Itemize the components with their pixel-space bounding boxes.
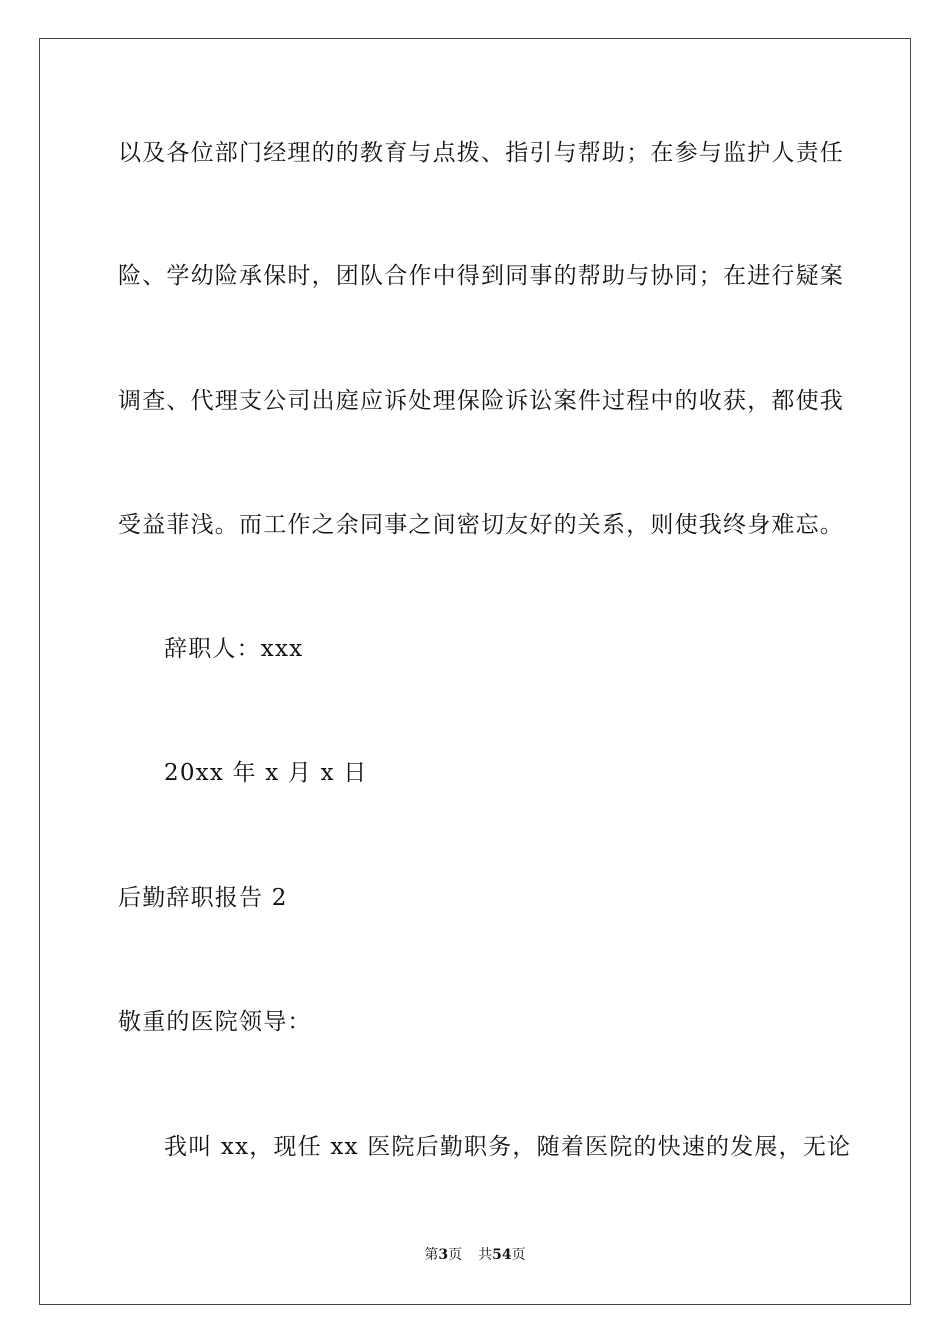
page-suffix: 页 [448, 1247, 463, 1263]
section-heading: 后勤辞职报告 2 [118, 885, 288, 911]
page-number: 3 [438, 1247, 449, 1263]
page-prefix: 第 [424, 1247, 439, 1263]
date-line: 20xx 年 x 月 x 日 [164, 760, 368, 786]
total-suffix: 页 [511, 1247, 526, 1263]
salutation-line: 敬重的医院领导： [118, 1009, 312, 1035]
body-line-3: 调查、代理支公司出庭应诉处理保险诉讼案件过程中的收获，都使我 [118, 388, 844, 414]
page-border [39, 38, 911, 1305]
body-line-1: 以及各位部门经理的的教育与点拨、指引与帮助；在参与监护人责任 [118, 140, 844, 166]
body-line-4: 受益菲浅。而工作之余同事之间密切友好的关系，则使我终身难忘。 [118, 512, 844, 538]
total-pages: 54 [492, 1247, 512, 1263]
body-line-2: 险、学幼险承保时，团队合作中得到同事的帮助与协同；在进行疑案 [118, 263, 844, 289]
page-footer [0, 1245, 950, 1265]
body-line-5: 我叫 xx，现任 xx 医院后勤职务，随着医院的快速的发展，无论 [164, 1134, 852, 1160]
signature-line: 辞职人：xxx [164, 636, 304, 662]
total-prefix: 共 [478, 1247, 493, 1263]
